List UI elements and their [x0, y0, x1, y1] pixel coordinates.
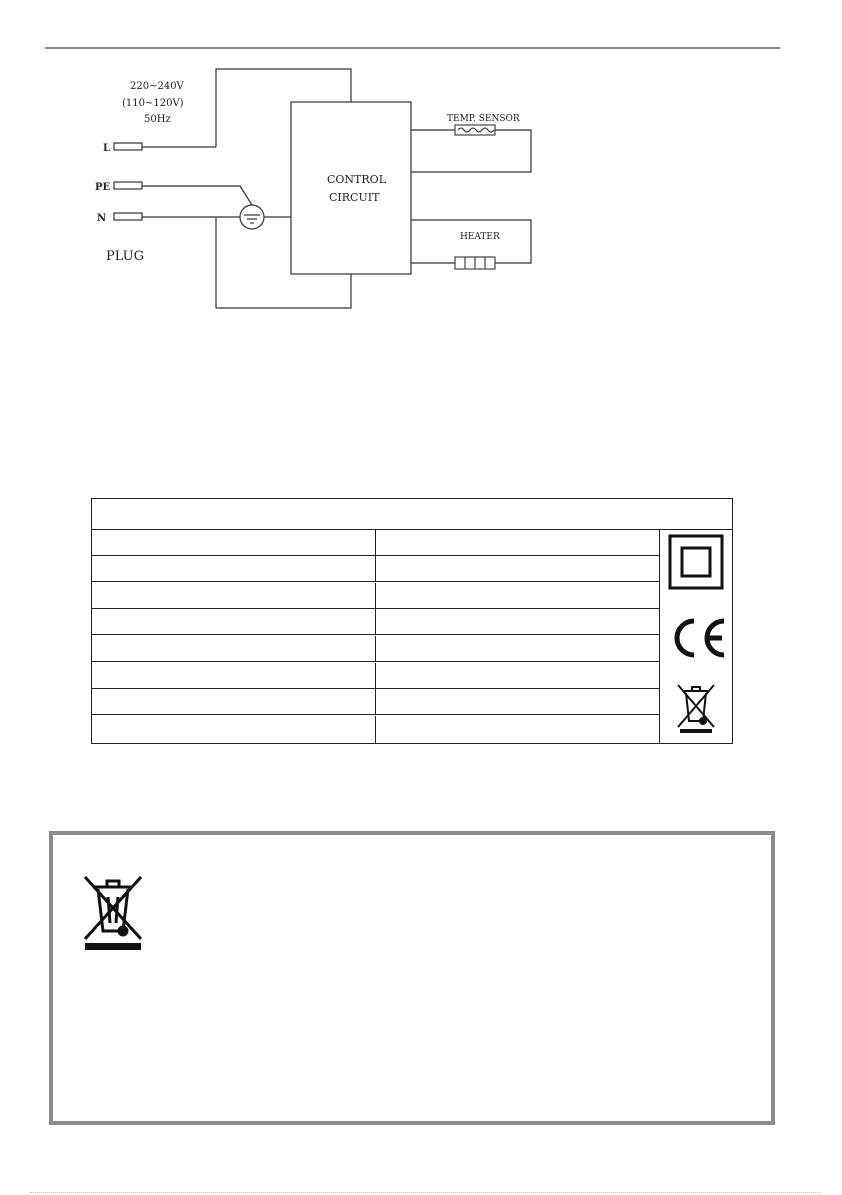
temp-sensor-icon — [455, 125, 495, 135]
control-circuit-label-2: CIRCUIT — [329, 191, 380, 204]
terminal-l-label: L — [103, 143, 111, 154]
heater-label: HEATER — [460, 232, 500, 242]
table-row — [92, 609, 659, 635]
spec-label-cell — [92, 609, 376, 634]
control-circuit-label-1: CONTROL — [327, 173, 387, 186]
table-row — [92, 530, 659, 556]
spec-value-cell — [376, 556, 659, 581]
spec-table-header — [92, 499, 732, 530]
voltage-label-1: 220~240V — [130, 81, 184, 92]
temp-sensor-label: TEMP. SENSOR — [447, 114, 520, 124]
table-row — [92, 556, 659, 582]
spec-value-cell — [376, 530, 659, 555]
terminal-n-pin — [114, 213, 142, 220]
spec-value-cell — [376, 583, 659, 608]
table-row — [92, 636, 659, 662]
ce-mark-icon — [666, 617, 728, 659]
terminal-l-pin — [114, 143, 142, 150]
spec-value-cell — [376, 716, 659, 743]
table-row — [92, 716, 659, 743]
terminal-pe-pin — [114, 182, 142, 189]
spec-label-cell — [92, 530, 376, 555]
spec-label-cell — [92, 716, 376, 743]
spec-label-cell — [92, 583, 376, 608]
plug-label: PLUG — [106, 249, 145, 264]
heater-element-icon — [455, 257, 495, 269]
spec-value-cell — [376, 636, 659, 661]
spec-label-cell — [92, 689, 376, 714]
double-insulation-icon — [668, 534, 724, 590]
voltage-label-2: (110~120V) — [122, 98, 184, 109]
table-row — [92, 663, 659, 689]
control-circuit-box — [291, 102, 411, 274]
spec-label-cell — [92, 663, 376, 688]
weee-notice-box — [49, 831, 775, 1125]
spec-table — [91, 498, 733, 744]
terminal-pe-label: PE — [95, 182, 111, 193]
spec-value-cell — [376, 663, 659, 688]
spec-value-cell — [376, 609, 659, 634]
spec-label-cell — [92, 636, 376, 661]
certification-symbols — [659, 530, 732, 743]
page-footer-rule — [30, 1192, 820, 1193]
weee-bin-icon — [83, 875, 143, 951]
table-row — [92, 689, 659, 715]
terminal-n-label: N — [97, 213, 107, 224]
frequency-label: 50Hz — [144, 114, 171, 125]
ground-symbol-icon — [240, 205, 264, 229]
table-row — [92, 583, 659, 609]
spec-label-cell — [92, 556, 376, 581]
spec-value-cell — [376, 689, 659, 714]
weee-bin-icon — [676, 683, 716, 735]
wiring-diagram — [0, 0, 842, 340]
